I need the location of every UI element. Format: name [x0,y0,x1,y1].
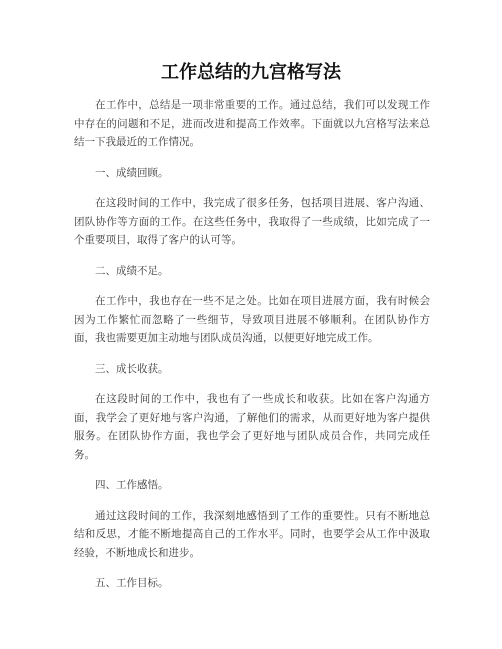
section-heading-1: 一、成绩回顾。 [95,166,169,179]
document-title: 工作总结的九宫格写法 [161,62,341,83]
section-heading-3: 三、成长收获。 [95,362,169,375]
section-paragraph-4: 通过这段时间的工作，我深刻地感悟到了工作的重要性。只有不断地总结和反思，才能不断地提高自己的工作水平。同时，也要学会从工作中汲取经验，不断地成长和进步。 [74,509,430,559]
section-paragraph-3: 在这段时间的工作中，我也有了一些成长和收获。比如在客户沟通方面，我学会了更好地与客户沟通，了解他们的需求，从而更好地为客户提供服务。在团队协作方面，我也学会了更好地与团队成员合作，共同完成任务。 [74,393,430,461]
section-paragraph-1: 在这段时间的工作中，我完成了很多任务，包括项目进展、客户沟通、团队协作等方面的工作。在这些任务中，我取得了一些成绩，比如完成了一个重要项目，取得了客户的认可等。 [74,197,430,246]
section-paragraph-2: 在工作中，我也存在一些不足之处。比如在项目进展方面，我有时候会因为工作繁忙而忽略了一些细节，导致项目进展不够顺利。在团队协作方面，我也需要更加主动地与团队成员沟通，以便更好地完成工作。 [74,295,430,344]
section-heading-2: 二、成绩不足。 [95,264,169,277]
section-heading-5: 五、工作目标。 [95,577,169,589]
section-heading-4: 四、工作感悟。 [95,479,169,491]
intro-paragraph: 在工作中，总结是一项非常重要的工作。通过总结，我们可以发现工作中存在的问题和不足，进而改进和提高工作效率。下面就以九宫格写法来总结一下我最近的工作情况。 [74,99,430,148]
document-body [74,96,430,605]
